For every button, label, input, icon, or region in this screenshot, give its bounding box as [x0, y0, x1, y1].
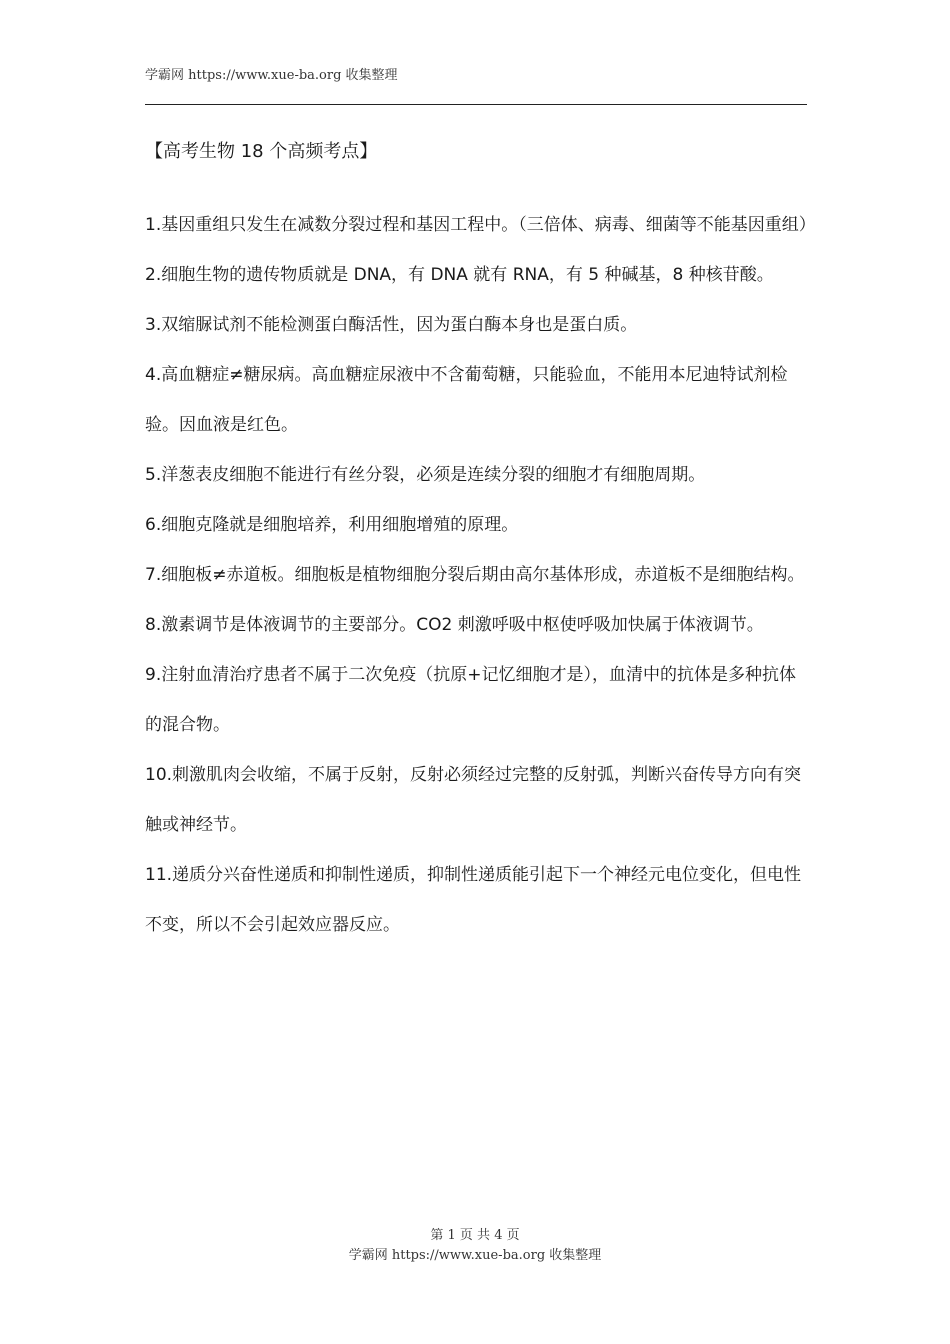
page-header — [145, 66, 807, 86]
point-8: 8.激素调节是体液调节的主要部分。CO2 刺激呼吸中枢使呼吸加快属于体液调节。 — [145, 615, 764, 635]
page-number: 第 1 页 共 4 页 — [430, 1228, 520, 1243]
point-11: 11.递质分兴奋性递质和抑制性递质，抑制性递质能引起下一个神经元电位变化，但电性不变，所以不会引起效应器反应。 — [145, 865, 802, 935]
point-4: 4.高血糖症≠糖尿病。高血糖症尿液中不含葡萄糖，只能验血，不能用本尼迪特试剂检验。因血液是红色。 — [145, 365, 788, 435]
document-title: 【高考生物 18 个高频考点】 — [145, 141, 378, 162]
document-body — [145, 200, 816, 950]
point-9: 9.注射血清治疗患者不属于二次免疫（抗原+记忆细胞才是），血清中的抗体是多种抗体的混合物。 — [145, 665, 796, 735]
point-5: 5.洋葱表皮细胞不能进行有丝分裂，必须是连续分裂的细胞才有细胞周期。 — [145, 465, 706, 485]
point-3: 3.双缩脲试剂不能检测蛋白酶活性，因为蛋白酶本身也是蛋白质。 — [145, 315, 638, 335]
point-6: 6.细胞克隆就是细胞培养，利用细胞增殖的原理。 — [145, 515, 519, 535]
point-2: 2.细胞生物的遗传物质就是 DNA，有 DNA 就有 RNA，有 5 种碱基，8 种核苷酸。 — [145, 265, 774, 285]
page-footer — [0, 1226, 950, 1266]
header-divider — [145, 104, 807, 105]
point-10: 10.刺激肌肉会收缩，不属于反射，反射必须经过完整的反射弧，判断兴奋传导方向有突触或神经节。 — [145, 765, 802, 835]
footer-source: 学霸网 https://www.xue-ba.org 收集整理 — [348, 1248, 602, 1263]
point-1: 1.基因重组只发生在减数分裂过程和基因工程中。（三倍体、病毒、细菌等不能基因重组） — [145, 215, 816, 235]
point-7: 7.细胞板≠赤道板。细胞板是植物细胞分裂后期由高尔基体形成，赤道板不是细胞结构。 — [145, 565, 805, 585]
header-text: 学霸网 https://www.xue-ba.org 收集整理 — [145, 68, 398, 83]
